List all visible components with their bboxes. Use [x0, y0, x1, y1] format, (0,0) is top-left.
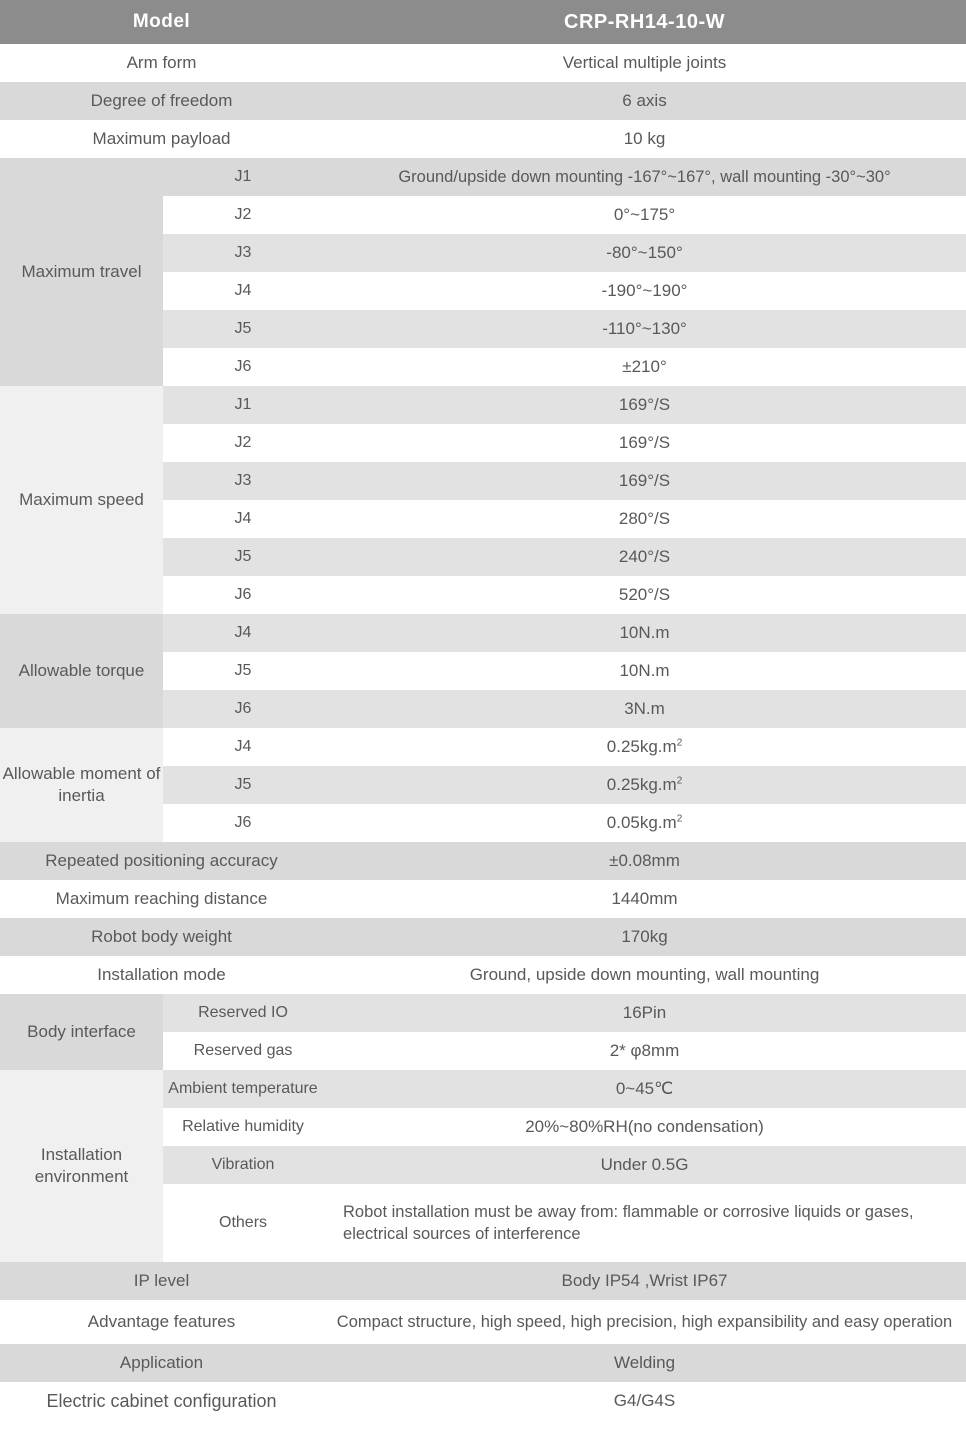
torque-value-j5: 10N.m — [323, 652, 966, 690]
speed-value-j3: 169°/S — [323, 462, 966, 500]
joint-value-j1: Ground/upside down mounting -167°~167°, wall mounting -30°~30° — [323, 158, 966, 196]
row-label-advantage: Advantage features — [0, 1300, 323, 1344]
speed-value-j4: 280°/S — [323, 500, 966, 538]
row-label-dof: Degree of freedom — [0, 82, 323, 120]
row-label-cabinet: Electric cabinet configuration — [0, 1382, 323, 1420]
joint-label-j2: J2 — [163, 196, 323, 234]
install-env-value-3: Robot installation must be away from: flammable or corrosive liquids or gases, electrical sources of interference — [323, 1184, 966, 1262]
inertia-label-j6: J6 — [163, 804, 323, 842]
row-label-payload: Maximum payload — [0, 120, 323, 158]
table-header-row — [0, 0, 966, 44]
speed-label-j1: J1 — [163, 386, 323, 424]
table-row — [0, 1382, 966, 1420]
speed-label-j6: J6 — [163, 576, 323, 614]
table-row — [0, 1300, 966, 1344]
row-label-repeat-accuracy: Repeated positioning accuracy — [0, 842, 323, 880]
group-label-max-speed: Maximum speed — [0, 386, 163, 614]
table-row — [0, 386, 966, 424]
install-env-name-3: Others — [163, 1184, 323, 1262]
joint-value-j4: -190°~190° — [323, 272, 966, 310]
group-label-max-travel: Maximum travel — [0, 158, 163, 386]
table-row — [0, 614, 966, 652]
header-label: Model — [0, 0, 323, 44]
joint-value-j6: ±210° — [323, 348, 966, 386]
group-label-allowable-torque: Allowable torque — [0, 614, 163, 728]
row-label-body-weight: Robot body weight — [0, 918, 323, 956]
install-env-name-1: Relative humidity — [163, 1108, 323, 1146]
install-env-name-0: Ambient temperature — [163, 1070, 323, 1108]
joint-label-j4: J4 — [163, 272, 323, 310]
speed-value-j2: 169°/S — [323, 424, 966, 462]
joint-label-j1: J1 — [163, 158, 323, 196]
torque-label-j5: J5 — [163, 652, 323, 690]
torque-label-j4: J4 — [163, 614, 323, 652]
row-value-repeat-accuracy: ±0.08mm — [323, 842, 966, 880]
install-env-name-2: Vibration — [163, 1146, 323, 1184]
body-interface-value-1: 2* φ8mm — [323, 1032, 966, 1070]
joint-value-j3: -80°~150° — [323, 234, 966, 272]
row-label-ip-level: IP level — [0, 1262, 323, 1300]
inertia-label-j4: J4 — [163, 728, 323, 766]
install-env-value-1: 20%~80%RH(no condensation) — [323, 1108, 966, 1146]
install-env-value-0: 0~45℃ — [323, 1070, 966, 1108]
row-value-ip-level: Body IP54 ,Wrist IP67 — [323, 1262, 966, 1300]
table-row — [0, 1262, 966, 1300]
table-row — [0, 880, 966, 918]
inertia-value-j6-text: 0.05kg.m — [606, 812, 677, 832]
row-label-max-reach: Maximum reaching distance — [0, 880, 323, 918]
table-row — [0, 918, 966, 956]
row-label-install-mode: Installation mode — [0, 956, 323, 994]
table-row — [0, 82, 966, 120]
group-label-allowable-inertia: Allowable moment of inertia — [0, 728, 163, 842]
row-label-arm-form: Arm form — [0, 44, 323, 82]
joint-value-j2: 0°~175° — [323, 196, 966, 234]
install-env-value-2: Under 0.5G — [323, 1146, 966, 1184]
speed-value-j6: 520°/S — [323, 576, 966, 614]
row-label-application: Application — [0, 1344, 323, 1382]
table-row — [0, 994, 966, 1032]
row-value-application: Welding — [323, 1344, 966, 1382]
speed-label-j5: J5 — [163, 538, 323, 576]
table-row — [0, 44, 966, 82]
table-row — [0, 158, 966, 196]
row-value-arm-form: Vertical multiple joints — [323, 44, 966, 82]
speed-label-j2: J2 — [163, 424, 323, 462]
header-model-value: CRP-RH14-10-W — [323, 0, 966, 44]
inertia-value-j4 — [323, 728, 966, 766]
table-row — [0, 1344, 966, 1382]
inertia-value-j5-text: 0.25kg.m — [606, 774, 677, 794]
table-row — [0, 728, 966, 766]
inertia-value-j5-sup: 2 — [676, 775, 683, 787]
group-label-install-env: Installation environment — [0, 1070, 163, 1262]
inertia-label-j5: J5 — [163, 766, 323, 804]
body-interface-value-0: 16Pin — [323, 994, 966, 1032]
joint-label-j6: J6 — [163, 348, 323, 386]
row-value-max-reach: 1440mm — [323, 880, 966, 918]
body-interface-name-1: Reserved gas — [163, 1032, 323, 1070]
table-row — [0, 1070, 966, 1108]
speed-label-j4: J4 — [163, 500, 323, 538]
inertia-value-j6-sup: 2 — [676, 813, 683, 825]
group-label-body-interface: Body interface — [0, 994, 163, 1070]
inertia-value-j4-text: 0.25kg.m — [606, 736, 677, 756]
joint-label-j5: J5 — [163, 310, 323, 348]
speed-value-j1: 169°/S — [323, 386, 966, 424]
table-row — [0, 120, 966, 158]
torque-value-j6: 3N.m — [323, 690, 966, 728]
row-value-install-mode: Ground, upside down mounting, wall mounting — [323, 956, 966, 994]
row-value-advantage: Compact structure, high speed, high precision, high expansibility and easy operation — [323, 1300, 966, 1344]
row-value-cabinet: G4/G4S — [323, 1382, 966, 1420]
speed-value-j5: 240°/S — [323, 538, 966, 576]
inertia-value-j6 — [323, 804, 966, 842]
inertia-value-j4-sup: 2 — [676, 737, 683, 749]
torque-label-j6: J6 — [163, 690, 323, 728]
table-row — [0, 956, 966, 994]
inertia-value-j5 — [323, 766, 966, 804]
table-row — [0, 842, 966, 880]
row-value-payload: 10 kg — [323, 120, 966, 158]
body-interface-name-0: Reserved IO — [163, 994, 323, 1032]
row-value-body-weight: 170kg — [323, 918, 966, 956]
joint-label-j3: J3 — [163, 234, 323, 272]
torque-value-j4: 10N.m — [323, 614, 966, 652]
joint-value-j5: -110°~130° — [323, 310, 966, 348]
row-value-dof: 6 axis — [323, 82, 966, 120]
speed-label-j3: J3 — [163, 462, 323, 500]
